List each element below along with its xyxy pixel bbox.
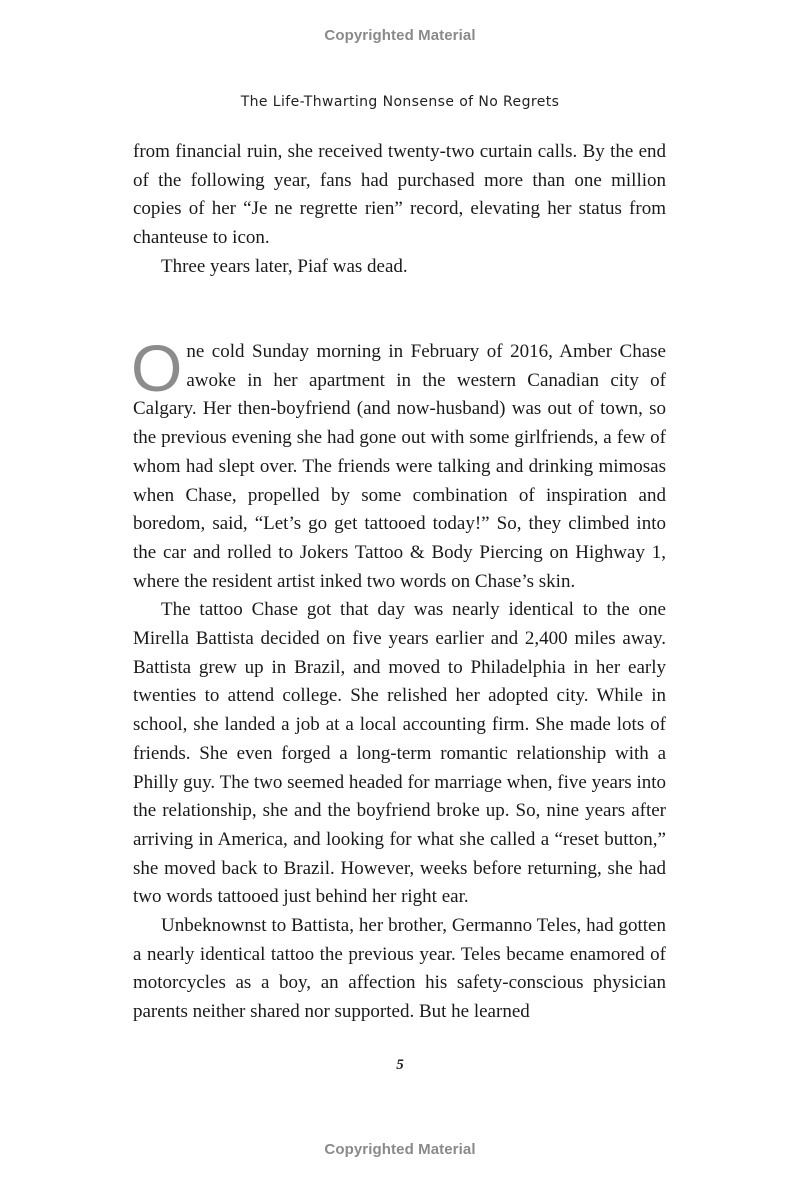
page-number: 5	[396, 1057, 404, 1073]
continued-text-block	[133, 138, 666, 282]
section-opening-paragraph	[131, 331, 666, 596]
paragraph: Three years later, Piaf was dead.	[161, 255, 408, 277]
copyright-watermark-top: Copyrighted Material	[324, 27, 476, 44]
copyright-watermark-bottom: Copyrighted Material	[324, 1141, 476, 1158]
running-head: The Life-Thwarting Nonsense of No Regrets	[240, 94, 560, 110]
paragraph: The tattoo Chase got that day was nearly identical to the one Mirella Battista decided on five years earlier and 2,400 miles away. Battista grew up in Brazil, and moved to Philadelphia in her early twenties to attend college. She relished her adopted city. While in school, she landed a job at a local accounting firm. She made lots of friends. She even forged a long-term romantic relationship with a Philly guy. The two seemed headed for marriage when, five years into the relationship, she and the boyfriend broke up. So, nine years after arriving in America, and looking for what she called a “reset button,” she moved back to Brazil. However, weeks before returning, she had two words tattooed just behind her right ear.	[133, 599, 666, 908]
paragraph: Unbeknownst to Battista, her brother, Germanno Teles, had gotten a nearly identical tattoo the previous year. Teles became enamored of motorcycles as a boy, an affection his safety-conscious physician parents neither shared nor supported. But he learned	[133, 915, 666, 1023]
drop-cap: O	[131, 331, 183, 405]
paragraph: from financial ruin, she received twenty-two curtain calls. By the end of the following year, fans had purchased more than one million copies of her “Je ne regrette rien” record, elevating her status from chanteuse to icon.	[133, 141, 666, 249]
opening-paragraph-text: ne cold Sunday morning in February of 2016, Amber Chase awoke in her apartment in the western Canadian city of Calgary. Her then-boyfriend (and now-husband) was out of town, so the previous evening she had gone out with some girlfriends, a few of whom had slept over. The friends were talking and drinking mimosas when Chase, propelled by some combination of inspiration and boredom, said, “Let’s go get tattooed today!” So, they climbed into the car and rolled to Jokers Tattoo & Body Piercing on Highway 1, where the resident artist inked two words on Chase’s skin.	[133, 341, 666, 592]
section-text-block	[131, 331, 666, 1027]
